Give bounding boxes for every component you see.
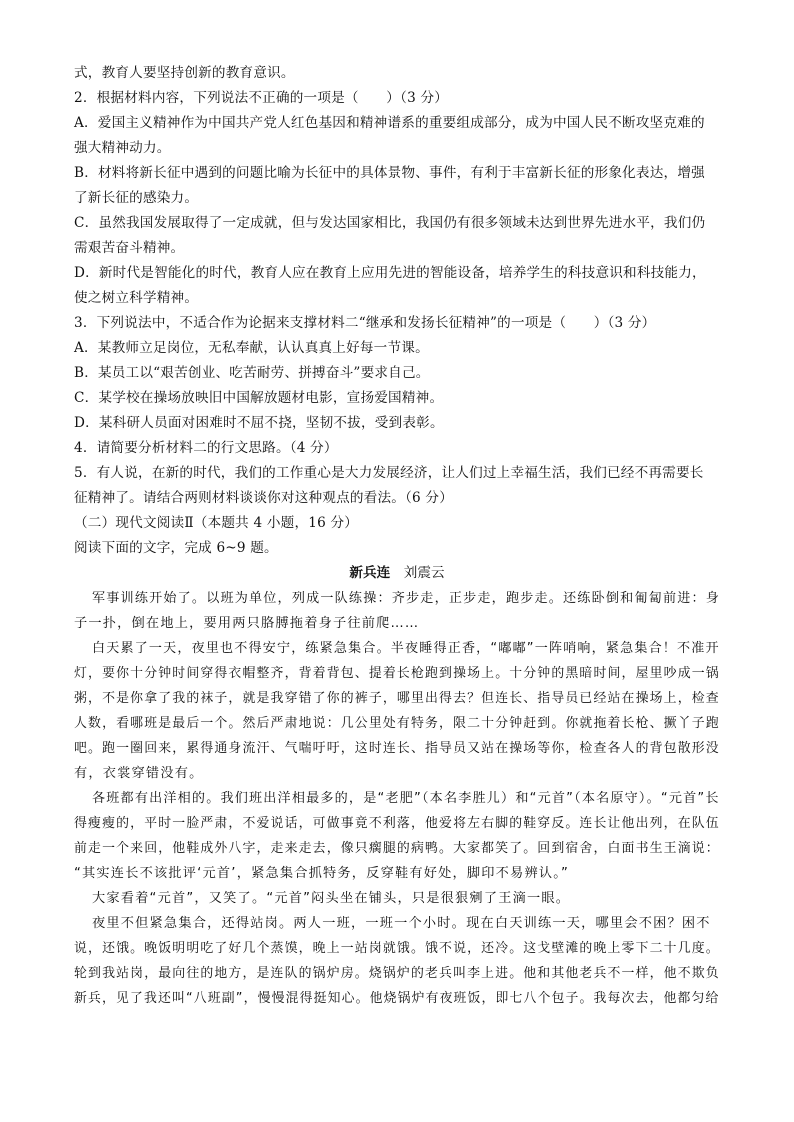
paragraph-line: 轮到我站岗，最向往的地方，是连队的锅炉房。烧锅炉的老兵叫李上进。他和其他老兵不一样，他不欺负 xyxy=(74,966,720,981)
paragraph-line: 吧。跑一圈回来，累得通身流汗、气喘吁吁，这时连长、指导员又站在操场等你，检查各人的背包散形没 xyxy=(74,741,720,756)
option-b: B．材料将新长征中遇到的问题比喻为长征中的具体景物、事件，有利于丰富新长征的形象化表达，增强 xyxy=(74,165,705,181)
text-line: 强大精神动力。 xyxy=(74,140,171,156)
text-line: 使之树立科学精神。 xyxy=(74,290,199,306)
question-4: 4．请简要分析材料二的行文思路。（4 分） xyxy=(74,440,338,456)
paragraph-line: 粥，不是你拿了我的袜子，就是我穿错了你的裤子，哪里出得去？但连长、指导员已经站在操场上，检查 xyxy=(74,691,720,706)
paragraph-line: 各班都有出洋相的。我们班出洋相最多的，是“老肥”（本名李胜儿）和“元首”（本名原守）。“元首”长 xyxy=(92,791,720,806)
paragraph-line: 白天累了一天，夜里也不得安宁，练紧急集合。半夜睡得正香，“嘟嘟”一阵哨响，紧急集合！不准开 xyxy=(92,641,720,656)
paragraph-line: 人数，看哪班是最后一个。然后严肃地说：几公里处有特务，限二十分钟赶到。你就拖着长枪、撅丫子跑 xyxy=(74,716,720,731)
paragraph-line: 夜里不但紧急集合，还得站岗。两人一班，一班一个小时。现在白天训练一天，哪里会不困？困不 xyxy=(92,916,711,931)
story-author: 刘震云 xyxy=(403,565,445,581)
option-d: D．新时代是智能化的时代，教育人应在教育上应用先进的智能设备，培养学生的科技意识和科技能力， xyxy=(74,265,706,281)
option-b: B．某员工以“艰苦创业、吃苦耐劳、拼搏奋斗”要求自己。 xyxy=(74,365,430,381)
instruction: 阅读下面的文字，完成 6~9 题。 xyxy=(74,540,278,556)
story-title-line xyxy=(0,563,794,583)
option-a: A．某教师立足岗位，无私奉献，认认真真上好每一节课。 xyxy=(74,340,429,356)
paragraph-line: 得瘦瘦的，平时一脸严肃，不爱说话，可做事竟不利落，他爱将左右脚的鞋穿反。连长让他出列，在队伍 xyxy=(74,816,720,831)
question-3: 3．下列说法中，不适合作为论据来支撑材料二“继承和发扬长征精神”的一项是（ ）（3 分） xyxy=(74,315,656,331)
paragraph-line: 有，衣裳穿错没有。 xyxy=(74,766,204,781)
paragraph-line: “其实连长不该批评‘元首’，紧急集合抓特务，反穿鞋有好处，脚印不易辨认。” xyxy=(74,866,570,881)
option-c: C．虽然我国发展取得了一定成就，但与发达国家相比，我国仍有很多领域未达到世界先进水平，我们仍 xyxy=(74,215,706,231)
paragraph-line: 灯，要你十分钟时间穿得衣帽整齐，背着背包、提着长枪跑到操场上。十分钟的黑暗时间，屋里吵成一锅 xyxy=(74,666,720,681)
paragraph-line: 前走一个来回，他鞋成外八字，走来走去，像只瘸腿的病鸭。大家都笑了。回到宿舍，白面书生王滴说： xyxy=(74,841,720,856)
text-line: 式，教育人要坚持创新的教育意识。 xyxy=(74,65,295,81)
option-a: A．爱国主义精神作为中国共产党人红色基因和精神谱系的重要组成部分，成为中国人民不断攻坚克难的 xyxy=(74,115,705,131)
text-line: 需艰苦奋斗精神。 xyxy=(74,240,185,256)
story-title: 新兵连 xyxy=(349,565,391,581)
option-d: D．某科研人员面对困难时不屈不挠，坚韧不拔，受到表彰。 xyxy=(74,415,444,431)
question-2: 2．根据材料内容，下列说法不正确的一项是（ ）（3 分） xyxy=(74,90,449,106)
paragraph-line: 军事训练开始了。以班为单位，列成一队练操：齐步走，正步走，跑步走。还练卧倒和匍匐前进：身 xyxy=(92,591,721,606)
paragraph-line: 子一扑，倒在地上，要用两只胳膊拖着身子往前爬…… xyxy=(74,616,420,631)
paragraph-line: 大家看着“元首”，又笑了。“元首”闷头坐在铺头，只是很狠剜了王滴一眼。 xyxy=(92,891,571,906)
text-line: 征精神了。请结合两则材料谈谈你对这种观点的看法。（6 分） xyxy=(74,490,453,506)
paragraph-line: 说，还饿。晚饭明明吃了好几个蒸馍，晚上一站岗就饿。饿不说，还冷。这戈壁滩的晚上零下二十几度。 xyxy=(74,941,720,956)
paragraph-line: 新兵，见了我还叫“八班副”，慢慢混得挺知心。他烧锅炉有夜班饭，即七八个包子。我每次去，他都匀给 xyxy=(74,991,720,1006)
text-line: 了新长征的感染力。 xyxy=(74,190,199,206)
option-c: C．某学校在操场放映旧中国解放题材电影，宣扬爱国精神。 xyxy=(74,390,444,406)
section-heading: （二）现代文阅读Ⅱ（本题共 4 小题，16 分） xyxy=(74,515,359,531)
question-5: 5．有人说，在新的时代，我们的工作重心是大力发展经济，让人们过上幸福生活，我们已经不再需要长 xyxy=(74,465,704,481)
